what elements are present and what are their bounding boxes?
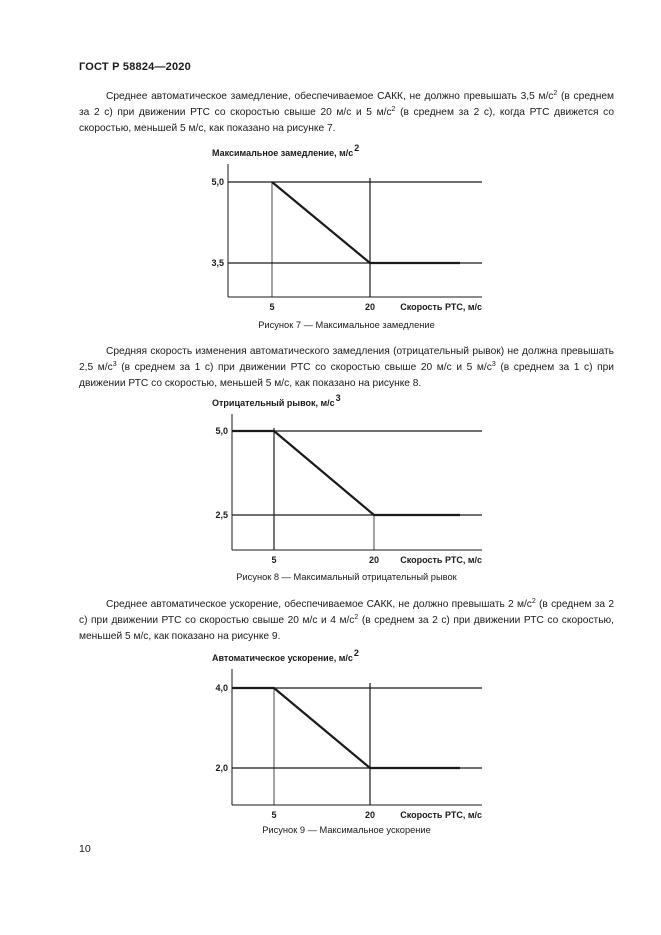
- x-tick-label: 20: [364, 810, 376, 820]
- x-tick-label: 5: [269, 302, 275, 312]
- y-axis-label-superscript: 3: [335, 393, 341, 403]
- x-axis-label: Скорость РТС, м/с: [400, 810, 482, 820]
- x-axis-label: Скорость РТС, м/с: [400, 302, 482, 312]
- page-number: 10: [79, 843, 91, 855]
- data-series-line: [272, 182, 460, 263]
- y-tick-label: 2,0: [215, 763, 228, 773]
- y-tick-label: 5,0: [211, 177, 224, 187]
- y-axis-label: Автоматическое ускорение, м/с: [212, 653, 353, 663]
- document-header: ГОСТ Р 58824—2020: [79, 61, 191, 73]
- data-series-line: [232, 431, 460, 515]
- x-tick-label: 5: [271, 810, 277, 820]
- y-tick-label: 2,5: [215, 510, 228, 520]
- x-tick-label: 5: [271, 555, 277, 565]
- figure-9-caption: Рисунок 9 — Максимальное ускорение: [262, 825, 431, 835]
- figure-8-chart: [0, 390, 661, 570]
- paragraph-1: Среднее автоматическое замедление, обеспечиваемое САКК, не должно превышать 3,5 $м/с^2$ (в среднем за 2 с) при движении РТС со скоростью свыше 20 м/с и 5 $м/с^2$ (в среднем за 2 с), когда РТС движется со скоростью, меньшей 5 м/с, как показано на рисунке 7.: [79, 90, 614, 134]
- data-series-line: [232, 688, 460, 768]
- paragraph-3: Среднее автоматическое ускорение, обеспечиваемое САКК, не должно превышать 2 $м/с^2$ (в среднем за 2 с) при движении РТС со скоростью свыше 20 м/с и 4 $м/с^2$ (в среднем за 2 с) при движении РТС со скоростью, меньшей 5 м/с, как показано на рисунке 9.: [79, 598, 614, 642]
- y-axis-label: Максимальное замедление, м/с: [212, 148, 354, 158]
- y-tick-label: 3,5: [211, 258, 224, 268]
- y-axis-label: Отрицательный рывок, м/с: [212, 398, 335, 408]
- x-tick-label: 20: [364, 302, 376, 312]
- figure-8-caption: Рисунок 8 — Максимальный отрицательный рывок: [236, 572, 457, 582]
- figure-7-caption: Рисунок 7 — Максимальное замедление: [258, 320, 435, 330]
- y-axis-label-superscript: 2: [353, 648, 359, 658]
- x-tick-label: 20: [368, 555, 380, 565]
- y-tick-label: 4,0: [215, 683, 228, 693]
- x-axis-label: Скорость РТС, м/с: [400, 555, 482, 565]
- y-axis-label-superscript: 2: [354, 143, 360, 153]
- paragraph-2: Средняя скорость изменения автоматического замедления (отрицательный рывок) не должна превышать 2,5 $м/с^3$ (в среднем за 1 с) при движении РТС со скоростью свыше 20 м/с и 5 $м/с^3$ (в среднем за 1 с) при движении РТС со скоростью, меньшей 5 м/с, как показано на рисунке 8.: [79, 346, 614, 389]
- figure-9-chart: [0, 645, 661, 825]
- figure-7-chart: [0, 140, 661, 320]
- y-tick-label: 5,0: [215, 426, 228, 436]
